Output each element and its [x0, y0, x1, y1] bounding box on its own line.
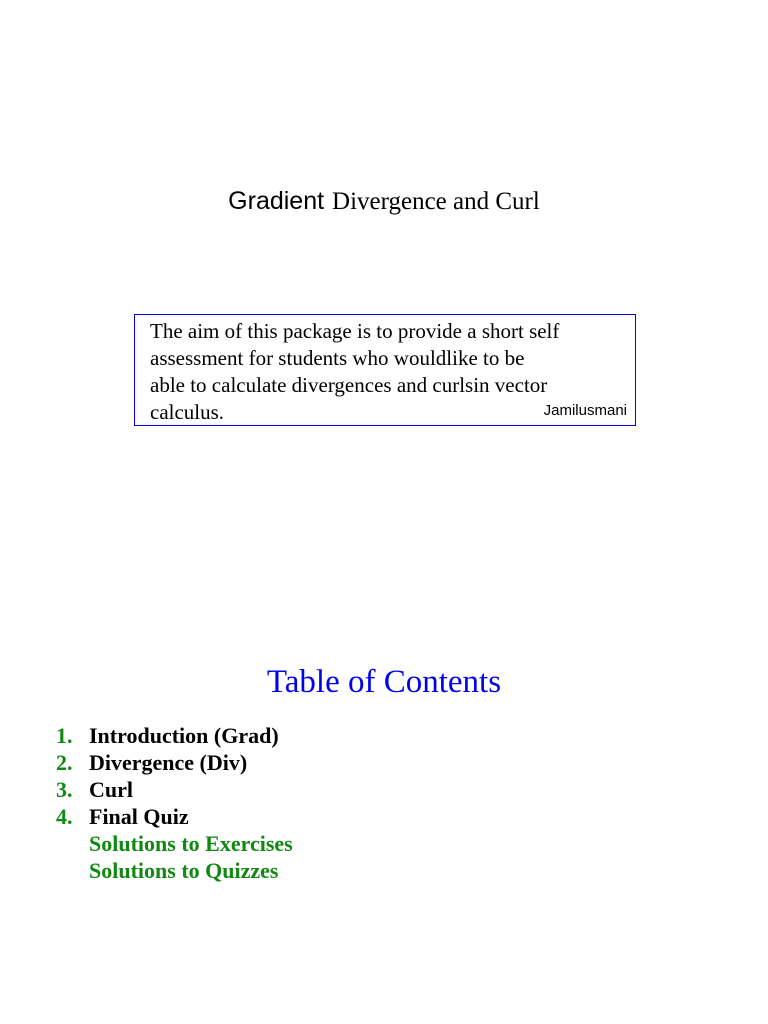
author-name: Jamilusmani [543, 402, 627, 419]
abstract-line-1: The aim of this package is to provide a short self [150, 319, 560, 343]
toc-item-label: Introduction (Grad) [89, 723, 279, 748]
toc-item-introduction[interactable] [56, 722, 293, 749]
title-part-gradient: Gradient [228, 187, 325, 215]
toc-heading: Table of Contents [266, 664, 502, 700]
document-title [0, 186, 768, 216]
toc-item-divergence[interactable] [56, 749, 293, 776]
toc-list [56, 722, 293, 884]
toc-item-number [56, 830, 89, 857]
toc-item-solutions-quizzes[interactable] [56, 857, 293, 884]
toc-item-label: Final Quiz [89, 804, 189, 829]
toc-item-number [56, 857, 89, 884]
toc-item-final-quiz[interactable] [56, 803, 293, 830]
toc-item-curl[interactable] [56, 776, 293, 803]
toc-item-number: 2. [56, 750, 73, 775]
toc-item-label: Solutions to Quizzes [89, 858, 279, 883]
toc-item-number: 1. [56, 723, 73, 748]
abstract-line-4: calculus. [150, 400, 225, 424]
toc-item-label: Divergence (Div) [89, 750, 248, 775]
toc-item-number: 4. [56, 804, 73, 829]
toc-item-label: Curl [89, 777, 133, 802]
abstract-line-2: assessment for students who wouldlike to be [150, 346, 525, 370]
toc-item-solutions-exercises[interactable] [56, 830, 293, 857]
toc-item-label: Solutions to Exercises [89, 831, 293, 856]
toc-item-number: 3. [56, 777, 73, 802]
abstract-line-3: able to calculate divergences and curlsin vector [150, 373, 548, 397]
abstract-box [134, 314, 636, 426]
title-part-divergence-curl: Divergence and Curl [332, 188, 540, 215]
